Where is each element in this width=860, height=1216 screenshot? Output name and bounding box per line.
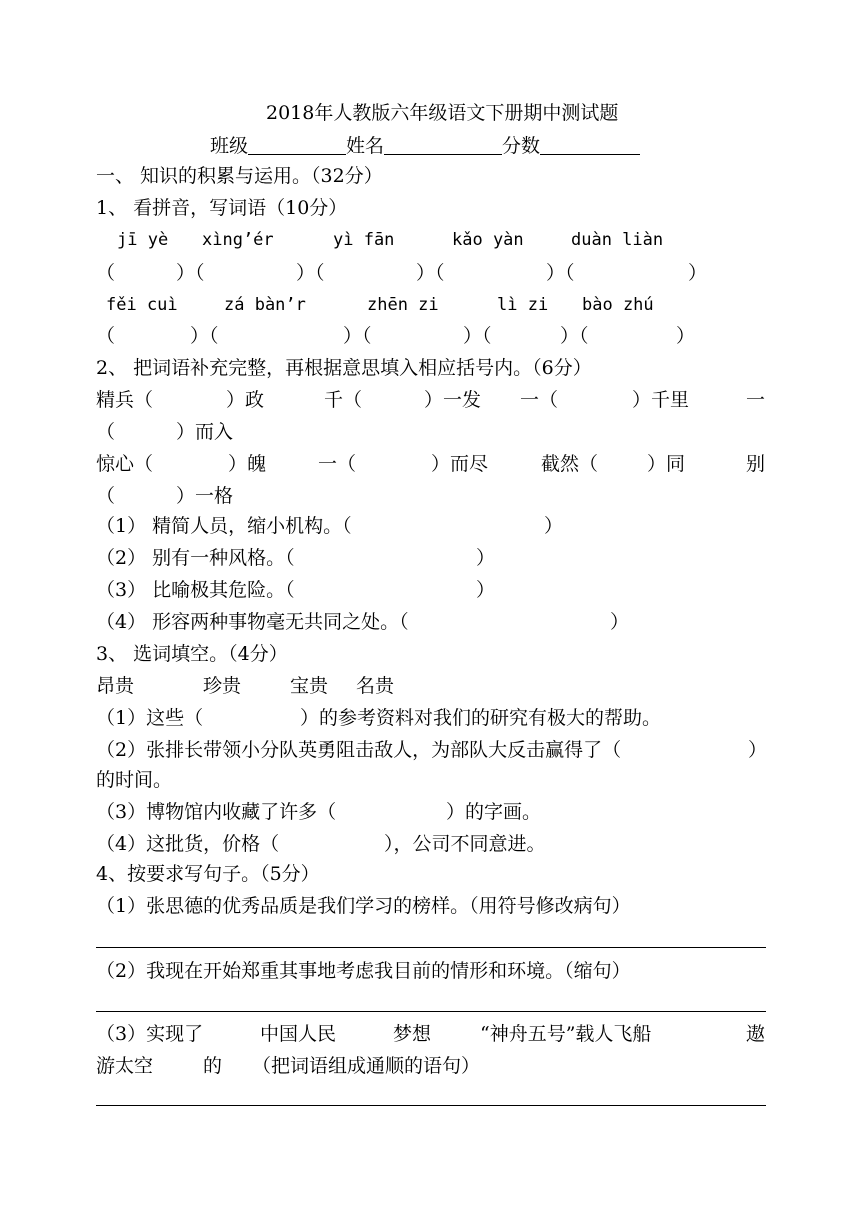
q4-sentence-3-part6: 游太空: [96, 1055, 154, 1077]
q4-sentence-3-part4: “神舟五号”载人飞船: [480, 1023, 652, 1045]
meaning-3: （3） 比喻极其危险。（: [96, 579, 295, 601]
idiom-6a: 一（: [318, 453, 357, 475]
class-blank[interactable]: [248, 136, 346, 155]
pinyin-6: fěi cuì: [106, 295, 178, 315]
answer-line-1[interactable]: [96, 947, 766, 948]
class-label: 班级: [210, 135, 249, 157]
idiom-6b: ）而尽: [431, 453, 489, 475]
q4-sentence-3-part3: 梦想: [393, 1023, 432, 1045]
pinyin-2: xìng’ér: [202, 230, 274, 250]
section-1-heading: 一、 知识的积累与运用。（32分）: [96, 165, 383, 187]
idiom-4a: 一: [746, 389, 766, 411]
q3-title: 3、 选词填空。（4分）: [96, 643, 288, 665]
idiom-1b: ）政: [226, 389, 265, 411]
meaning-2: （2） 别有一种风格。（: [96, 547, 295, 569]
pinyin-10: bào zhú: [582, 295, 654, 315]
q4-sentence-3-part7: 的: [203, 1055, 223, 1077]
student-info-line: [210, 136, 640, 156]
q4-sentence-3-part5: 遨: [746, 1023, 766, 1045]
q4-title: 4、按要求写句子。（5分）: [96, 863, 320, 885]
fill-sentence-3: （3）博物馆内收藏了许多（: [96, 801, 337, 823]
idiom-1a: 精兵（: [96, 389, 154, 411]
idiom-4b: （: [96, 421, 116, 443]
answer-line-3[interactable]: [96, 1105, 766, 1106]
score-label: 分数: [502, 135, 541, 157]
idiom-8c: ）一格: [176, 485, 234, 507]
page-title: 2018年人教版六年级语文下册期中测试题: [266, 102, 619, 124]
idiom-4c: ）而入: [176, 421, 234, 443]
pinyin-8: zhēn zi: [367, 295, 439, 315]
idiom-3b: ）千里: [632, 389, 690, 411]
q4-sentence-3-part2: 中国人民: [260, 1023, 337, 1045]
word-option-2: 珍贵: [203, 675, 242, 697]
pinyin-7: zá bàn’r: [224, 295, 306, 315]
pinyin-4: kǎo yàn: [452, 230, 524, 250]
meaning-1: （1） 精简人员，缩小机构。（: [96, 515, 352, 537]
name-blank[interactable]: [384, 136, 502, 155]
word-option-4: 名贵: [356, 675, 395, 697]
idiom-2b: ）一发: [424, 389, 482, 411]
idiom-7b: ）同: [647, 453, 686, 475]
q4-sentence-3-part1: （3）实现了: [96, 1023, 204, 1045]
pinyin-9: lì zi: [497, 295, 549, 315]
q1-title: 1、 看拼音，写词语（10分）: [96, 197, 348, 219]
name-label: 姓名: [346, 135, 385, 157]
idiom-5a: 惊心（: [96, 453, 154, 475]
fill-sentence-4: （4）这批货，价格（: [96, 833, 280, 855]
pinyin-1: jī yè: [117, 230, 169, 250]
q4-sentence-1: （1）张思德的优秀品质是我们学习的榜样。（用符号修改病句）: [96, 895, 631, 917]
pinyin-3: yì fān: [333, 230, 395, 250]
q4-sentence-2: （2）我现在开始郑重其事地考虑我目前的情形和环境。（缩句）: [96, 960, 631, 982]
fill-sentence-2: （2）张排长带领小分队英勇阻击敌人，为部队大反击赢得了（: [96, 739, 622, 761]
idiom-8a: 别: [746, 453, 766, 475]
idiom-5b: ）魄: [228, 453, 267, 475]
word-option-1: 昂贵: [96, 675, 135, 697]
q4-sentence-3-instruction: （把词语组成通顺的语句）: [252, 1055, 481, 1077]
score-blank[interactable]: [540, 136, 640, 155]
q2-title: 2、 把词语补充完整，再根据意思填入相应括号内。（6分）: [96, 357, 592, 379]
idiom-3a: 一（: [520, 389, 559, 411]
meaning-4: （4） 形容两种事物毫无共同之处。（: [96, 611, 409, 633]
word-option-3: 宝贵: [290, 675, 329, 697]
answer-line-2[interactable]: [96, 1011, 766, 1012]
fill-sentence-1: （1）这些（: [96, 707, 204, 729]
idiom-7a: 截然（: [541, 453, 599, 475]
pinyin-5: duàn liàn: [571, 230, 664, 250]
idiom-2a: 千（: [324, 389, 363, 411]
idiom-8b: （: [96, 485, 116, 507]
